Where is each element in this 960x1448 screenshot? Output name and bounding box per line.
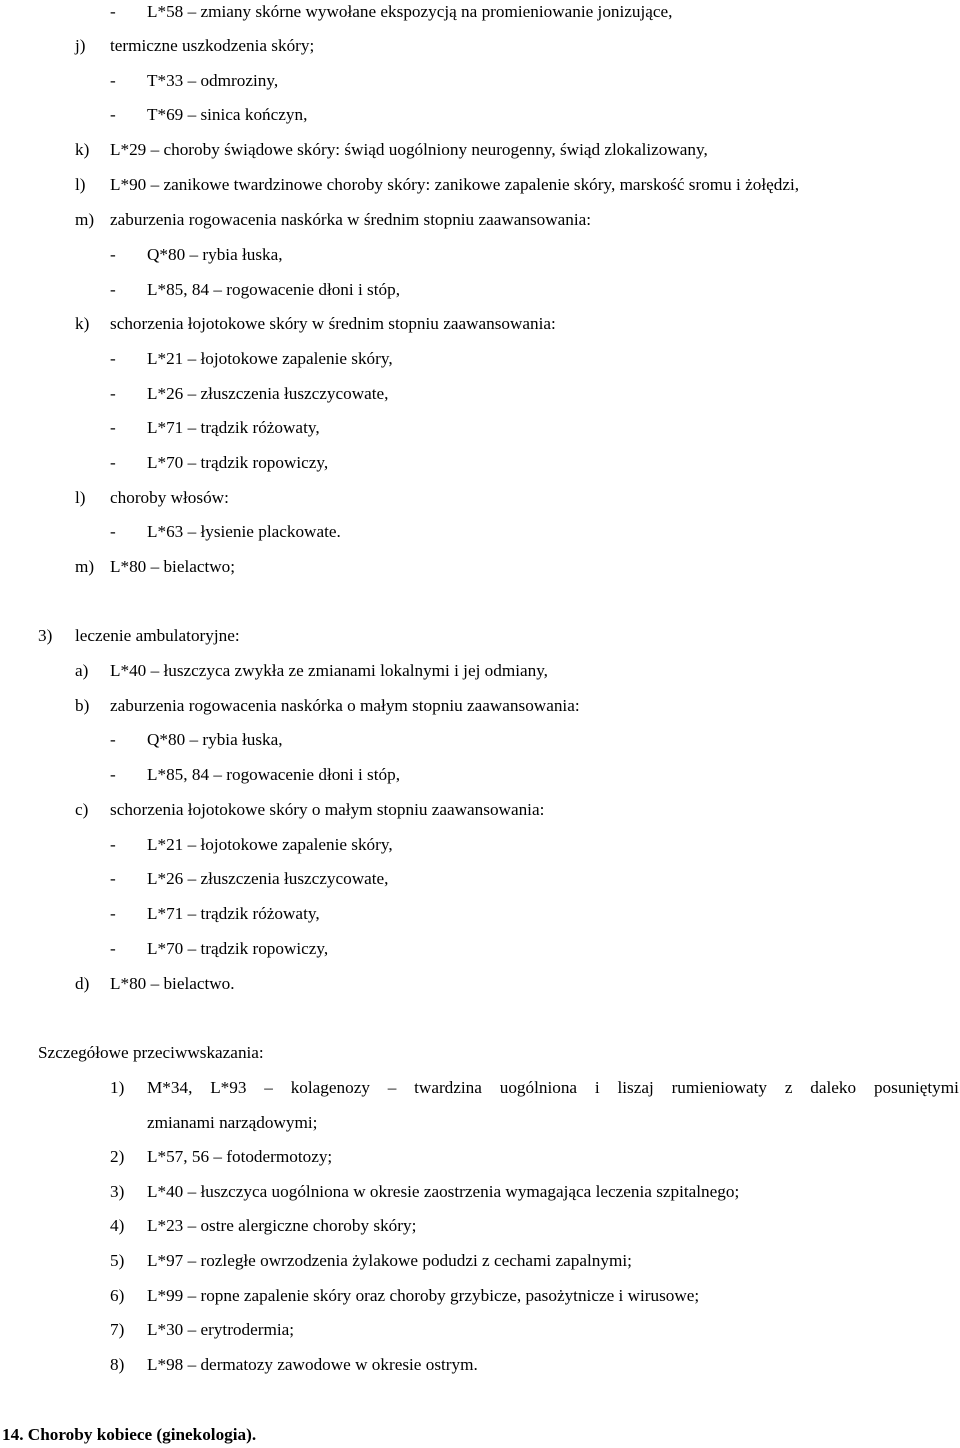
list-text: L*63 – łysienie plackowate. [147, 522, 341, 541]
list-marker: - [110, 2, 116, 21]
list-text: Q*80 – rybia łuska, [147, 730, 283, 749]
list-text: zmianami narządowymi; [147, 1113, 318, 1132]
word: twardzina [414, 1078, 482, 1097]
list-text: L*57, 56 – fotodermotozy; [147, 1147, 333, 1166]
list-text: L*85, 84 – rogowacenie dłoni i stóp, [147, 765, 400, 784]
list-text: choroby włosów: [110, 488, 229, 507]
section-heading: 14. Choroby kobiece (ginekologia). [2, 1425, 257, 1444]
list-text: T*69 – sinica kończyn, [147, 105, 308, 124]
list-marker: d) [75, 974, 90, 993]
list-marker: c) [75, 800, 89, 819]
list-text: L*21 – łojotokowe zapalenie skóry, [147, 835, 393, 854]
list-text: L*30 – erytrodermia; [147, 1320, 295, 1339]
list-text: zaburzenia rogowacenia naskórka o małym stopniu zaawansowania: [110, 696, 580, 715]
list-text: L*71 – trądzik różowaty, [147, 904, 320, 923]
list-text: L*40 – łuszczyca uogólniona w okresie zaostrzenia wymagająca leczenia szpitalnego; [147, 1182, 740, 1201]
list-marker: - [110, 418, 116, 437]
list-text: L*70 – trądzik ropowiczy, [147, 453, 329, 472]
list-text: L*97 – rozległe owrzodzenia żylakowe podudzi z cechami zapalnymi; [147, 1251, 632, 1270]
section-title: Szczegółowe przeciwwskazania: [38, 1043, 264, 1062]
list-marker: - [110, 349, 116, 368]
word: – [387, 1078, 397, 1097]
list-marker: - [110, 939, 116, 958]
list-text: schorzenia łojotokowe skóry w średnim stopniu zaawansowania: [110, 314, 556, 333]
list-marker: b) [75, 696, 90, 715]
word: M*34, [147, 1078, 193, 1097]
list-marker: l) [75, 175, 86, 194]
list-marker: 5) [110, 1251, 125, 1270]
list-marker: 6) [110, 1286, 125, 1305]
list-marker: - [110, 453, 116, 472]
list-marker: - [110, 280, 116, 299]
list-text: L*29 – choroby świądowe skóry: świąd uogólniony neurogenny, świąd zlokalizowany, [110, 140, 708, 159]
list-marker: m) [75, 210, 95, 229]
list-text: L*80 – bielactwo; [110, 557, 236, 576]
list-marker: - [110, 245, 116, 264]
list-marker: 4) [110, 1216, 125, 1235]
list-text: L*26 – złuszczenia łuszczycowate, [147, 869, 389, 888]
list-text: T*33 – odmroziny, [147, 71, 279, 90]
list-text: Q*80 – rybia łuska, [147, 245, 283, 264]
list-text: L*71 – trądzik różowaty, [147, 418, 320, 437]
word: uogólniona [499, 1078, 578, 1097]
word: L*93 [210, 1078, 247, 1097]
word: posuniętymi [873, 1078, 959, 1097]
word: liszaj [617, 1078, 654, 1097]
list-text: termiczne uszkodzenia skóry; [110, 36, 315, 55]
list-marker: 8) [110, 1355, 125, 1374]
list-marker: m) [75, 557, 95, 576]
list-marker: - [110, 904, 116, 923]
list-text: L*40 – łuszczyca zwykła ze zmianami lokalnymi i jej odmiany, [110, 661, 548, 680]
list-text: schorzenia łojotokowe skóry o małym stopniu zaawansowania: [110, 800, 545, 819]
list-text: zaburzenia rogowacenia naskórka w średnim stopniu zaawansowania: [110, 210, 592, 229]
list-marker: - [110, 522, 116, 541]
list-text: L*70 – trądzik ropowiczy, [147, 939, 329, 958]
list-text: L*85, 84 – rogowacenie dłoni i stóp, [147, 280, 400, 299]
list-marker: 2) [110, 1147, 125, 1166]
list-marker: - [110, 71, 116, 90]
list-marker: j) [75, 36, 86, 55]
list-marker: - [110, 835, 116, 854]
word: – [264, 1078, 273, 1097]
list-marker: a) [75, 661, 89, 680]
list-marker: k) [75, 140, 90, 159]
list-text: L*58 – zmiany skórne wywołane ekspozycją na promieniowanie jonizujące, [147, 2, 673, 21]
list-marker: 1) [110, 1078, 125, 1097]
list-marker: - [110, 105, 116, 124]
list-marker: k) [75, 314, 90, 333]
list-marker: - [110, 869, 116, 888]
list-marker: - [110, 765, 116, 784]
list-text: L*99 – ropne zapalenie skóry oraz choroby grzybicze, pasożytnicze i wirusowe; [147, 1286, 700, 1305]
word: daleko [810, 1078, 857, 1097]
word: i [594, 1078, 600, 1097]
list-marker: 3) [38, 626, 53, 645]
list-text: L*23 – ostre alergiczne choroby skóry; [147, 1216, 417, 1235]
word: kolagenozy [290, 1078, 370, 1097]
list-text: L*80 – bielactwo. [110, 974, 235, 993]
list-marker: l) [75, 488, 86, 507]
list-text: L*98 – dermatozy zawodowe w okresie ostrym. [147, 1355, 478, 1374]
list-marker: - [110, 730, 116, 749]
word: rumieniowaty [671, 1078, 768, 1097]
list-marker: 7) [110, 1320, 125, 1339]
list-marker: 3) [110, 1182, 125, 1201]
word: z [784, 1078, 793, 1097]
list-text: L*26 – złuszczenia łuszczycowate, [147, 384, 389, 403]
list-text-justified [147, 1078, 959, 1098]
list-text: L*90 – zanikowe twardzinowe choroby skóry: zanikowe zapalenie skóry, marskość sromu i żołędzi, [110, 175, 800, 194]
list-text: L*21 – łojotokowe zapalenie skóry, [147, 349, 393, 368]
section-title: leczenie ambulatoryjne: [75, 626, 240, 645]
list-marker: - [110, 384, 116, 403]
